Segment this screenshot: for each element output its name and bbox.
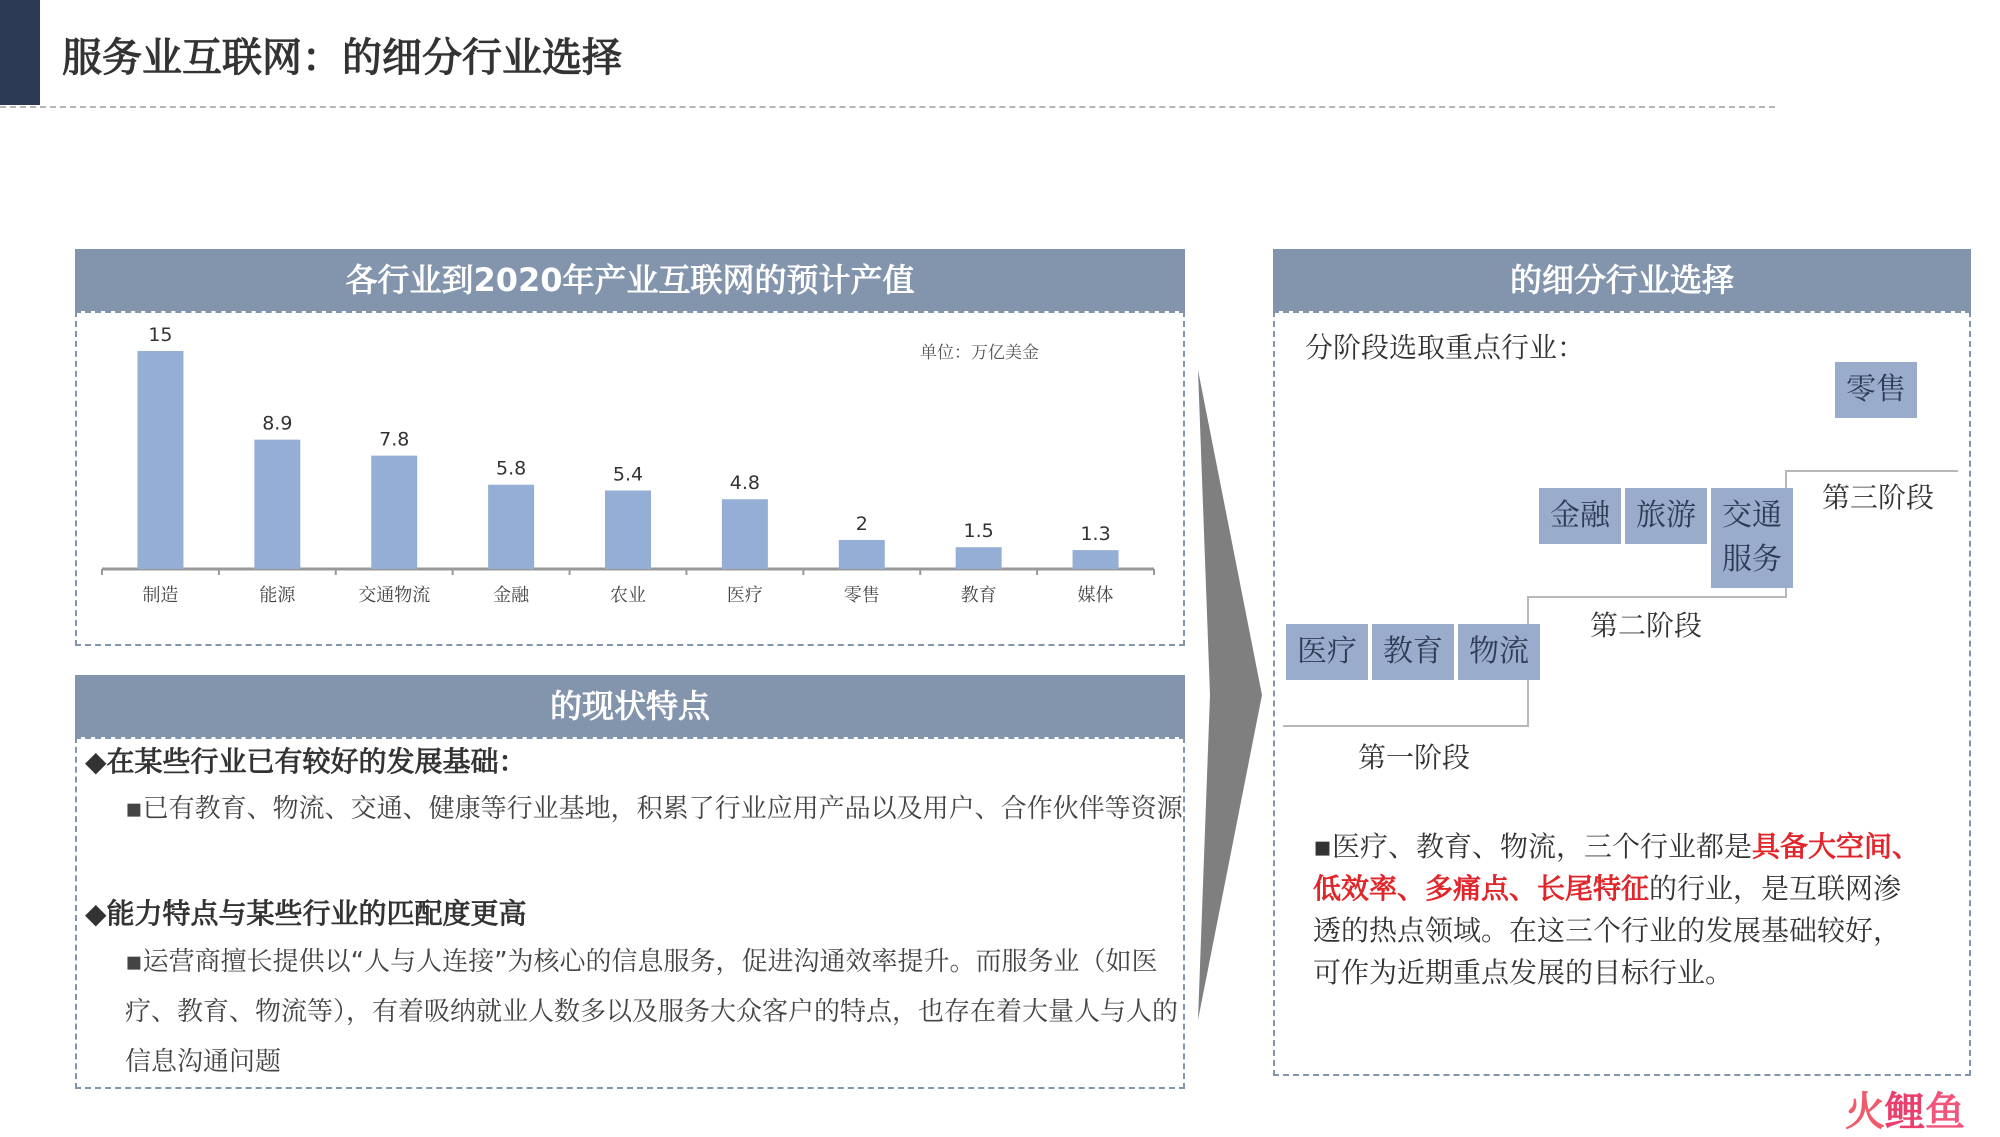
chart-panel-header: 各行业到2020年产业互联网的预计产值 [75, 249, 1185, 311]
bar [488, 485, 534, 569]
feature-heading-1: ◆在某些行业已有较好的发展基础： [85, 745, 527, 778]
stage3-label: 第三阶段 [1822, 481, 1935, 514]
x-tick-label: 教育 [960, 585, 997, 606]
features-panel-header: 的现状特点 [75, 675, 1185, 737]
chart-unit-label: 单位：万亿美金 [920, 343, 1039, 363]
bar-value-label: 8.9 [262, 412, 293, 435]
x-tick-label: 制造 [142, 585, 179, 606]
bar [254, 440, 300, 569]
segment-description [1313, 826, 1923, 994]
bar-value-label: 4.8 [729, 472, 760, 495]
x-tick-label: 农业 [610, 585, 646, 606]
industry-box-transport-service: 交通 服务 [1711, 488, 1793, 588]
bar-value-label: 7.8 [379, 428, 410, 451]
segment-panel-header: 的细分行业选择 [1273, 249, 1971, 311]
bar-value-label: 1.3 [1080, 523, 1111, 546]
x-tick-label: 媒体 [1077, 585, 1114, 606]
industry-box-medical: 医疗 [1286, 624, 1368, 680]
bar [839, 540, 885, 569]
bar [1073, 550, 1119, 569]
title-accent-bar [0, 0, 40, 105]
watermark-logo: 火鲤鱼 [1845, 1089, 1965, 1135]
industry-box-education: 教育 [1372, 624, 1454, 680]
x-tick-label: 医疗 [726, 585, 763, 606]
segment-description-highlight: 具备大空间、低效率、多痛点、长尾特征 [1313, 830, 1920, 905]
bar [605, 491, 651, 569]
title-divider [0, 106, 1775, 108]
industry-box-logistics: 物流 [1458, 624, 1540, 680]
bar-value-label: 15 [148, 324, 173, 346]
bar-value-label: 5.8 [496, 457, 527, 480]
feature-body-1: ▪已有教育、物流、交通、健康等行业基地，积累了行业应用产品以及用户、合作伙伴等资源 [125, 794, 1183, 824]
stage1-label: 第一阶段 [1358, 741, 1471, 774]
bar [371, 456, 417, 569]
feature-body-2: ▪运营商擅长提供以“人与人连接”为核心的信息服务，促进沟通效率提升。而服务业（如医疗、教育、物流等），有着吸纳就业人数多以及服务大众客户的特点，也存在着大量人与人的信息沟通问题 [125, 947, 1179, 1077]
page-title: 服务业互联网：的细分行业选择 [62, 35, 622, 81]
bar [137, 351, 183, 569]
industry-box-retail: 零售 [1835, 362, 1917, 418]
x-tick-label: 金融 [493, 585, 530, 606]
x-tick-label: 交通物流 [358, 585, 431, 606]
stage2-label: 第二阶段 [1590, 609, 1703, 642]
feature-heading-2: ◆能力特点与某些行业的匹配度更高 [85, 897, 527, 930]
bar-value-label: 1.5 [963, 520, 994, 543]
bar-value-label: 5.4 [612, 463, 644, 486]
bar [722, 499, 768, 569]
bar [956, 547, 1002, 569]
x-tick-label: 能源 [259, 585, 296, 606]
segment-description-part2: 的行业，是互联网渗透的热点领域。在这三个行业的发展基础较好，可作为近期重点发展的目标行业。 [1313, 872, 1902, 989]
x-tick-label: 零售 [843, 585, 880, 606]
bar-value-label: 2 [855, 512, 868, 535]
industry-box-travel: 旅游 [1625, 488, 1707, 544]
industry-box-finance: 金融 [1539, 488, 1621, 544]
chevron-right-icon [1198, 370, 1268, 1020]
segment-subtitle: 分阶段选取重点行业： [1305, 331, 1586, 364]
segment-description-part1: ▪医疗、教育、物流，三个行业都是 [1313, 830, 1752, 863]
